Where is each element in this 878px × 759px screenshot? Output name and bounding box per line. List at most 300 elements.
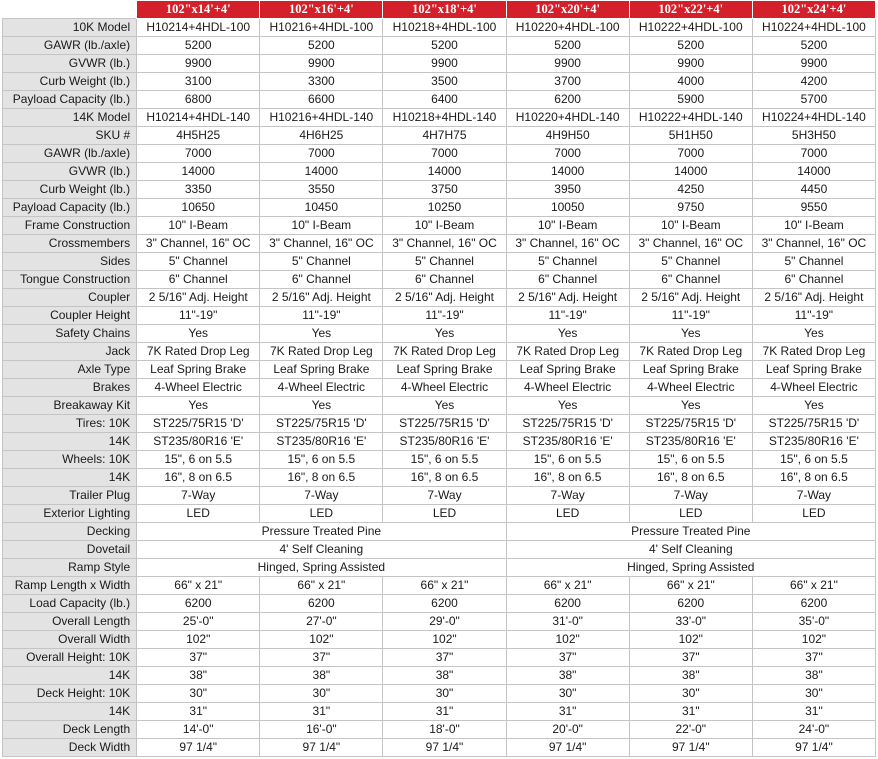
row-value: 2 5/16" Adj. Height [506,289,629,307]
row-value: H10220+4HDL-100 [506,19,629,37]
row-value: 30" [383,685,506,703]
row-value: 7000 [629,145,752,163]
row-value: 6200 [137,595,260,613]
row-value: ST225/75R15 'D' [506,415,629,433]
row-value: 5200 [629,37,752,55]
row-value: 38" [383,667,506,685]
row-value: ST225/75R15 'D' [260,415,383,433]
row-value: 3300 [260,73,383,91]
row-value: Yes [506,397,629,415]
row-value: LED [752,505,875,523]
row-value: 35'-0" [752,613,875,631]
row-value: 7000 [137,145,260,163]
row-value: 5200 [752,37,875,55]
row-value: 11"-19" [260,307,383,325]
row-value: 97 1/4" [506,739,629,757]
row-value: 16", 8 on 6.5 [137,469,260,487]
row-value: 5" Channel [260,253,383,271]
row-value: 33'-0" [629,613,752,631]
row-value: Yes [260,397,383,415]
row-value: 7000 [506,145,629,163]
table-row [3,595,876,613]
table-row [3,163,876,181]
row-value: 7K Rated Drop Leg [629,343,752,361]
row-value: 14000 [383,163,506,181]
table-row [3,325,876,343]
row-value: 10" I-Beam [629,217,752,235]
row-value: LED [629,505,752,523]
row-value: 6200 [260,595,383,613]
table-row [3,181,876,199]
row-value: Yes [137,397,260,415]
table-row [3,271,876,289]
table-row [3,487,876,505]
row-value: 7K Rated Drop Leg [137,343,260,361]
row-value: ST235/80R16 'E' [383,433,506,451]
row-value: 3100 [137,73,260,91]
row-value: 4H6H25 [260,127,383,145]
row-value: 3550 [260,181,383,199]
row-value: 14000 [752,163,875,181]
row-label: Wheels: 10K [3,451,137,469]
row-label: Exterior Lighting [3,505,137,523]
row-value: 4200 [752,73,875,91]
row-value: 6200 [506,595,629,613]
row-value: 18'-0" [383,721,506,739]
table-row [3,577,876,595]
row-sublabel: 14K [3,433,137,451]
row-value: ST235/80R16 'E' [137,433,260,451]
row-value: Leaf Spring Brake [629,361,752,379]
spec-table [2,0,876,757]
table-row [3,109,876,127]
row-value: 6200 [506,91,629,109]
row-value: H10218+4HDL-100 [383,19,506,37]
table-row [3,19,876,37]
row-value: 102" [506,631,629,649]
row-value: 3350 [137,181,260,199]
row-value: 3" Channel, 16" OC [383,235,506,253]
row-value: 31'-0" [506,613,629,631]
table-row [3,433,876,451]
row-value: ST235/80R16 'E' [506,433,629,451]
row-value: H10224+4HDL-100 [752,19,875,37]
row-value: 7-Way [752,487,875,505]
column-header: 102"x14'+4' [137,1,260,19]
row-value: 5200 [137,37,260,55]
row-label: Tongue Construction [3,271,137,289]
table-row [3,631,876,649]
row-label: Axle Type [3,361,137,379]
row-value: 66" x 21" [506,577,629,595]
row-value: Yes [506,325,629,343]
row-label: Coupler [3,289,137,307]
row-label: Brakes [3,379,137,397]
corner-cell [3,1,137,19]
row-value: 9900 [752,55,875,73]
row-value: H10214+4HDL-100 [137,19,260,37]
row-value: H10216+4HDL-140 [260,109,383,127]
row-value: 10" I-Beam [137,217,260,235]
row-label: Coupler Height [3,307,137,325]
row-value: 5H3H50 [752,127,875,145]
row-value: 9550 [752,199,875,217]
row-value: 7-Way [137,487,260,505]
row-value: 5" Channel [629,253,752,271]
row-value: 15", 6 on 5.5 [506,451,629,469]
row-label: GAWR (lb./axle) [3,37,137,55]
row-value: 10050 [506,199,629,217]
row-value: ST235/80R16 'E' [260,433,383,451]
header-row [3,1,876,19]
table-row [3,379,876,397]
row-value: LED [506,505,629,523]
row-value: 10" I-Beam [752,217,875,235]
table-row [3,703,876,721]
table-row [3,253,876,271]
row-value: 4450 [752,181,875,199]
row-value: 97 1/4" [383,739,506,757]
row-value: 16", 8 on 6.5 [629,469,752,487]
row-value-merged: 4' Self Cleaning [506,541,875,559]
row-label: GAWR (lb./axle) [3,145,137,163]
row-value: 38" [752,667,875,685]
row-value: 6" Channel [137,271,260,289]
row-value: H10224+4HDL-140 [752,109,875,127]
row-label: Trailer Plug [3,487,137,505]
spec-table-body [3,19,876,757]
row-value: 38" [506,667,629,685]
row-label: Overall Height: 10K [3,649,137,667]
row-value: 30" [506,685,629,703]
table-row [3,541,876,559]
row-value: 6200 [629,595,752,613]
row-value: 31" [506,703,629,721]
row-value: 4-Wheel Electric [506,379,629,397]
row-value: 14'-0" [137,721,260,739]
row-value: 102" [383,631,506,649]
row-value: 15", 6 on 5.5 [629,451,752,469]
row-value: 16", 8 on 6.5 [383,469,506,487]
table-row [3,37,876,55]
row-value: LED [260,505,383,523]
row-value: 11"-19" [137,307,260,325]
row-value: 5200 [383,37,506,55]
row-value: 37" [629,649,752,667]
table-row [3,127,876,145]
row-value: 16", 8 on 6.5 [752,469,875,487]
row-value: 10250 [383,199,506,217]
row-label: Safety Chains [3,325,137,343]
row-value: 7K Rated Drop Leg [506,343,629,361]
column-header: 102"x20'+4' [506,1,629,19]
row-value: 10" I-Beam [506,217,629,235]
row-sublabel: 14K [3,469,137,487]
row-value: 7K Rated Drop Leg [260,343,383,361]
row-value: 97 1/4" [137,739,260,757]
table-row [3,55,876,73]
row-value: 97 1/4" [752,739,875,757]
table-row [3,469,876,487]
row-value: 11"-19" [629,307,752,325]
row-label: Payload Capacity (lb.) [3,199,137,217]
row-value: 31" [629,703,752,721]
row-value: 9750 [629,199,752,217]
row-value: 3" Channel, 16" OC [752,235,875,253]
table-row [3,649,876,667]
table-row [3,721,876,739]
row-value: 3750 [383,181,506,199]
row-value-merged: Pressure Treated Pine [137,523,506,541]
row-value: 6" Channel [383,271,506,289]
row-value: LED [137,505,260,523]
row-value: Yes [629,397,752,415]
row-label: Sides [3,253,137,271]
row-value: 97 1/4" [260,739,383,757]
row-value: 10650 [137,199,260,217]
row-value: 14000 [137,163,260,181]
row-value: 97 1/4" [629,739,752,757]
row-value: 4-Wheel Electric [260,379,383,397]
row-label: Curb Weight (lb.) [3,181,137,199]
row-sublabel: 14K [3,667,137,685]
row-label: Overall Length [3,613,137,631]
table-row [3,739,876,757]
row-value: Yes [752,325,875,343]
row-value: Leaf Spring Brake [506,361,629,379]
row-value: 31" [383,703,506,721]
row-value: ST225/75R15 'D' [383,415,506,433]
table-row [3,307,876,325]
row-value: ST235/80R16 'E' [752,433,875,451]
row-value: 4250 [629,181,752,199]
row-value: 4-Wheel Electric [629,379,752,397]
row-label: 10K Model [3,19,137,37]
row-value: 5200 [260,37,383,55]
row-value: Yes [260,325,383,343]
row-value: 7K Rated Drop Leg [752,343,875,361]
row-value: 37" [137,649,260,667]
row-value: ST225/75R15 'D' [752,415,875,433]
table-row [3,415,876,433]
row-value: 24'-0" [752,721,875,739]
row-value: 6200 [752,595,875,613]
row-value: H10222+4HDL-140 [629,109,752,127]
row-value: Leaf Spring Brake [383,361,506,379]
row-value: 7-Way [260,487,383,505]
row-value: 20'-0" [506,721,629,739]
table-row [3,361,876,379]
row-value: 3" Channel, 16" OC [506,235,629,253]
row-value: Yes [383,397,506,415]
row-label: Deck Width [3,739,137,757]
row-value: Leaf Spring Brake [137,361,260,379]
row-value: 6400 [383,91,506,109]
row-value: Leaf Spring Brake [260,361,383,379]
row-value: 5900 [629,91,752,109]
row-value: 30" [752,685,875,703]
row-value: 10450 [260,199,383,217]
row-value: 15", 6 on 5.5 [383,451,506,469]
row-value: Yes [383,325,506,343]
row-value: 6200 [383,595,506,613]
row-value: H10218+4HDL-140 [383,109,506,127]
row-value: 102" [629,631,752,649]
row-value-merged: 4' Self Cleaning [137,541,506,559]
row-value: 10" I-Beam [383,217,506,235]
table-row [3,451,876,469]
row-value: 16'-0" [260,721,383,739]
row-value: 7000 [383,145,506,163]
row-value: 102" [752,631,875,649]
row-sublabel: 14K [3,703,137,721]
row-value: 2 5/16" Adj. Height [383,289,506,307]
row-value: 29'-0" [383,613,506,631]
row-value: 4-Wheel Electric [383,379,506,397]
row-value: 9900 [506,55,629,73]
row-value-merged: Hinged, Spring Assisted [137,559,506,577]
table-row [3,397,876,415]
row-value: 9900 [383,55,506,73]
row-value: 3" Channel, 16" OC [137,235,260,253]
row-value: 31" [260,703,383,721]
row-value: 5200 [506,37,629,55]
table-row [3,199,876,217]
row-label: 14K Model [3,109,137,127]
row-value: 15", 6 on 5.5 [260,451,383,469]
row-value: 6600 [260,91,383,109]
table-row [3,289,876,307]
row-label: Tires: 10K [3,415,137,433]
row-value: 38" [137,667,260,685]
table-row [3,217,876,235]
row-value: 37" [752,649,875,667]
row-value: 5" Channel [137,253,260,271]
row-value: 11"-19" [383,307,506,325]
row-value: 11"-19" [752,307,875,325]
row-label: Breakaway Kit [3,397,137,415]
row-value: 2 5/16" Adj. Height [752,289,875,307]
row-value: 16", 8 on 6.5 [506,469,629,487]
column-header: 102"x24'+4' [752,1,875,19]
row-value: 27'-0" [260,613,383,631]
row-value: 66" x 21" [260,577,383,595]
row-value-merged: Pressure Treated Pine [506,523,875,541]
row-value: 7-Way [506,487,629,505]
row-label: Frame Construction [3,217,137,235]
row-value: 102" [137,631,260,649]
row-value: 37" [383,649,506,667]
row-value: 6" Channel [752,271,875,289]
row-value: 7000 [260,145,383,163]
row-value: 3950 [506,181,629,199]
row-label: Ramp Style [3,559,137,577]
row-value: 10" I-Beam [260,217,383,235]
row-value: Yes [752,397,875,415]
row-value: 3" Channel, 16" OC [629,235,752,253]
row-value: 2 5/16" Adj. Height [137,289,260,307]
row-value: 14000 [629,163,752,181]
row-label: Payload Capacity (lb.) [3,91,137,109]
row-value: 5" Channel [383,253,506,271]
row-value: 37" [260,649,383,667]
table-row [3,559,876,577]
row-value: 25'-0" [137,613,260,631]
row-value: 38" [629,667,752,685]
row-value: 31" [752,703,875,721]
row-value: LED [383,505,506,523]
row-value: 4H9H50 [506,127,629,145]
row-value: 66" x 21" [752,577,875,595]
row-value: 66" x 21" [629,577,752,595]
row-label: GVWR (lb.) [3,55,137,73]
table-row [3,73,876,91]
row-label: Jack [3,343,137,361]
row-label: Crossmembers [3,235,137,253]
row-label: Dovetail [3,541,137,559]
row-value-merged: Hinged, Spring Assisted [506,559,875,577]
row-value: 4000 [629,73,752,91]
row-label: GVWR (lb.) [3,163,137,181]
row-value: 11"-19" [506,307,629,325]
row-value: ST225/75R15 'D' [137,415,260,433]
row-value: 9900 [137,55,260,73]
table-row [3,613,876,631]
table-row [3,523,876,541]
row-value: 6" Channel [260,271,383,289]
row-value: 38" [260,667,383,685]
row-value: 37" [506,649,629,667]
table-row [3,145,876,163]
row-value: H10222+4HDL-100 [629,19,752,37]
row-value: 15", 6 on 5.5 [137,451,260,469]
row-value: 6" Channel [629,271,752,289]
table-row [3,91,876,109]
row-value: 16", 8 on 6.5 [260,469,383,487]
row-value: 5H1H50 [629,127,752,145]
row-value: ST235/80R16 'E' [629,433,752,451]
row-value: Yes [629,325,752,343]
row-value: H10220+4HDL-140 [506,109,629,127]
row-value: 4-Wheel Electric [137,379,260,397]
column-header: 102"x22'+4' [629,1,752,19]
table-row [3,235,876,253]
row-value: 3500 [383,73,506,91]
row-value: 7000 [752,145,875,163]
table-row [3,667,876,685]
row-value: H10216+4HDL-100 [260,19,383,37]
row-value: 9900 [260,55,383,73]
table-row [3,685,876,703]
row-value: 7-Way [629,487,752,505]
row-value: 2 5/16" Adj. Height [260,289,383,307]
row-value: 15", 6 on 5.5 [752,451,875,469]
row-value: 4H7H75 [383,127,506,145]
column-header: 102"x18'+4' [383,1,506,19]
row-value: 4-Wheel Electric [752,379,875,397]
row-value: 5700 [752,91,875,109]
row-value: 66" x 21" [137,577,260,595]
row-label: Overall Width [3,631,137,649]
row-value: 2 5/16" Adj. Height [629,289,752,307]
table-row [3,505,876,523]
row-label: Curb Weight (lb.) [3,73,137,91]
row-label: Ramp Length x Width [3,577,137,595]
row-value: H10214+4HDL-140 [137,109,260,127]
row-value: Leaf Spring Brake [752,361,875,379]
row-value: 5" Channel [752,253,875,271]
row-value: 9900 [629,55,752,73]
